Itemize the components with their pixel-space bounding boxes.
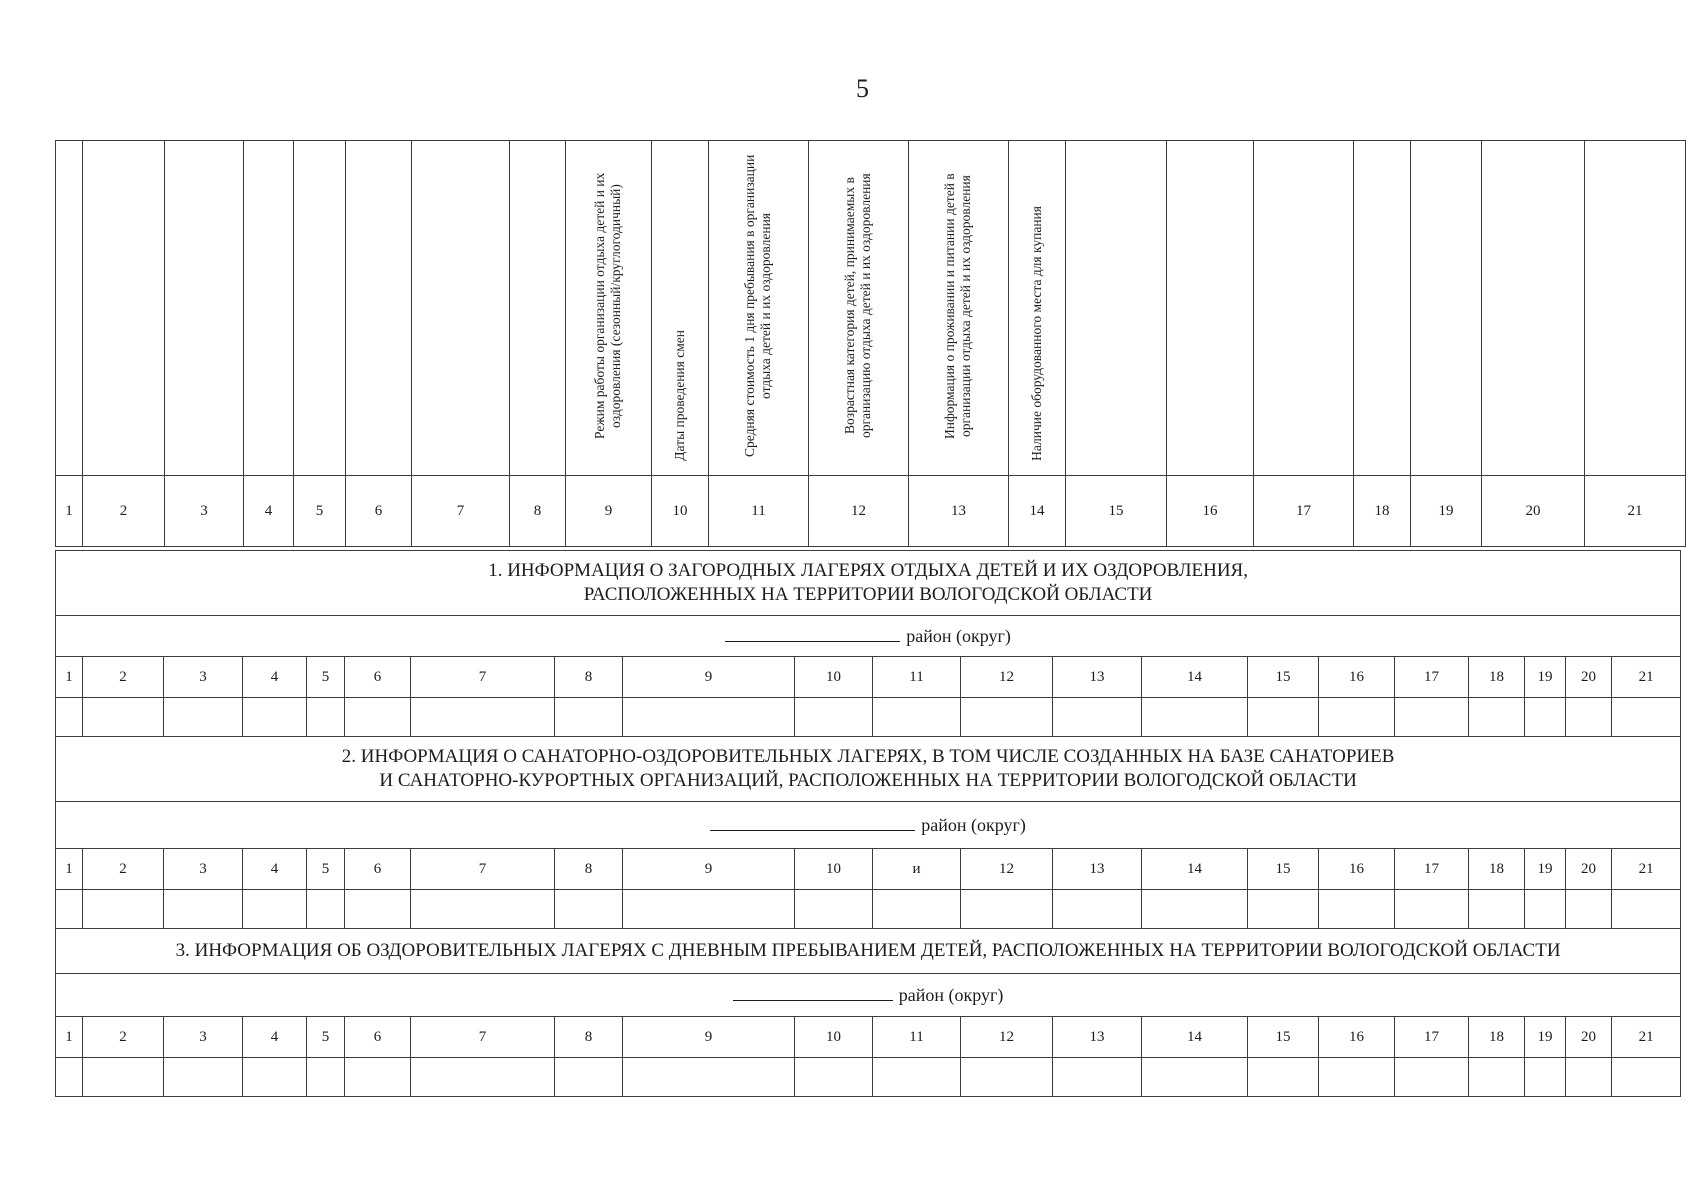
col-number: 9 — [623, 849, 795, 890]
col-number: 14 — [1142, 1017, 1248, 1058]
section-2-number-row — [56, 849, 1681, 890]
col-number: 3 — [164, 1017, 243, 1058]
col-number: 4 — [243, 849, 307, 890]
header-cell-10 — [652, 141, 709, 476]
col-number: 3 — [164, 849, 243, 890]
header-cell-9 — [566, 141, 652, 476]
col-number: 8 — [555, 657, 623, 698]
section-2-title — [56, 737, 1681, 802]
col-number: 21 — [1612, 1017, 1681, 1058]
data-cell[interactable] — [1525, 698, 1566, 737]
data-cell[interactable] — [1395, 1058, 1469, 1097]
data-cell[interactable] — [1248, 890, 1319, 929]
data-cell[interactable] — [56, 698, 83, 737]
data-cell[interactable] — [1566, 1058, 1612, 1097]
col-number: 12 — [809, 476, 909, 547]
district-label: район (округ) — [906, 625, 1011, 646]
col-number: 14 — [1142, 657, 1248, 698]
section-1-title — [56, 551, 1681, 616]
data-cell[interactable] — [56, 1058, 83, 1097]
col-number: 19 — [1525, 849, 1566, 890]
data-cell[interactable] — [873, 890, 961, 929]
data-cell[interactable] — [83, 890, 164, 929]
col-number: 5 — [294, 476, 346, 547]
data-cell[interactable] — [56, 890, 83, 929]
data-cell[interactable] — [1319, 698, 1395, 737]
col-number: 20 — [1566, 657, 1612, 698]
col-number: 7 — [411, 657, 555, 698]
header-cell-12 — [809, 141, 909, 476]
col-number: и — [873, 849, 961, 890]
data-cell[interactable] — [345, 698, 411, 737]
col-number: 8 — [555, 1017, 623, 1058]
data-cell[interactable] — [1053, 890, 1142, 929]
data-cell[interactable] — [795, 1058, 873, 1097]
section-1-number-row — [56, 657, 1681, 698]
section-2-data-row — [56, 890, 1681, 929]
page-number: 5 — [856, 74, 869, 103]
data-cell[interactable] — [1142, 1058, 1248, 1097]
section-2-title-line1: 2. ИНФОРМАЦИЯ О САНАТОРНО-ОЗДОРОВИТЕЛЬНЫХ ЛАГЕРЯХ, В ТОМ ЧИСЛЕ СОЗДАННЫХ НА БАЗЕ САНАТОРИЕВ — [341, 746, 1395, 768]
data-cell[interactable] — [1395, 698, 1469, 737]
data-cell[interactable] — [1142, 890, 1248, 929]
col-number: 14 — [1009, 476, 1066, 547]
col-number: 6 — [345, 849, 411, 890]
data-cell[interactable] — [1525, 890, 1566, 929]
district-blank-line[interactable] — [733, 999, 893, 1001]
section-3-number-row — [56, 1017, 1681, 1058]
data-cell[interactable] — [555, 1058, 623, 1097]
data-cell[interactable] — [1612, 698, 1681, 737]
district-blank-line[interactable] — [725, 640, 900, 642]
data-cell[interactable] — [411, 1058, 555, 1097]
header-cell-11 — [709, 141, 809, 476]
col-number: 10 — [795, 849, 873, 890]
data-cell[interactable] — [83, 1058, 164, 1097]
district-label: район (округ) — [898, 984, 1004, 1005]
col-number: 21 — [1585, 476, 1686, 547]
section-1-title-line1: 1. ИНФОРМАЦИЯ О ЗАГОРОДНЫХ ЛАГЕРЯХ ОТДЫХА ДЕТЕЙ И ИХ ОЗДОРОВЛЕНИЯ, — [488, 560, 1248, 582]
data-cell[interactable] — [307, 890, 345, 929]
col-number: 16 — [1319, 1017, 1395, 1058]
data-cell[interactable] — [555, 698, 623, 737]
col-number: 20 — [1566, 1017, 1612, 1058]
data-cell[interactable] — [1525, 1058, 1566, 1097]
district-label: район (округ) — [921, 814, 1026, 835]
data-cell[interactable] — [961, 1058, 1053, 1097]
col-number: 11 — [709, 476, 809, 547]
col-number: 4 — [244, 476, 294, 547]
data-cell[interactable] — [345, 1058, 411, 1097]
col-number: 3 — [164, 657, 243, 698]
col-number: 13 — [1053, 1017, 1142, 1058]
section-3-district-row — [56, 974, 1681, 1017]
col-number: 17 — [1395, 657, 1469, 698]
data-cell[interactable] — [623, 698, 795, 737]
col-number: 2 — [83, 849, 164, 890]
section-2-title-line2: И САНАТОРНО-КУРОРТНЫХ ОРГАНИЗАЦИЙ, РАСПОЛОЖЕННЫХ НА ТЕРРИТОРИИ ВОЛОГОДСКОЙ ОБЛАСТИ — [379, 770, 1357, 791]
col-number: 21 — [1612, 849, 1681, 890]
data-cell[interactable] — [411, 890, 555, 929]
col-number: 17 — [1254, 476, 1354, 547]
col-number: 18 — [1469, 657, 1525, 698]
col-number: 9 — [623, 657, 795, 698]
data-cell[interactable] — [873, 1058, 961, 1097]
col-number: 16 — [1319, 657, 1395, 698]
col-number: 4 — [243, 657, 307, 698]
data-cell[interactable] — [623, 1058, 795, 1097]
data-cell[interactable] — [164, 698, 243, 737]
data-cell[interactable] — [411, 698, 555, 737]
col-number: 3 — [165, 476, 244, 547]
col-number: 16 — [1319, 849, 1395, 890]
col-number: 16 — [1167, 476, 1254, 547]
col-number: 17 — [1395, 849, 1469, 890]
data-cell[interactable] — [164, 890, 243, 929]
data-cell[interactable] — [1469, 698, 1525, 737]
data-cell[interactable] — [1612, 890, 1681, 929]
data-cell[interactable] — [1469, 890, 1525, 929]
header-title-row — [56, 141, 1686, 476]
col-number: 5 — [307, 1017, 345, 1058]
data-cell[interactable] — [345, 890, 411, 929]
col-number: 14 — [1142, 849, 1248, 890]
col-number: 13 — [909, 476, 1009, 547]
section-1-data-row — [56, 698, 1681, 737]
header-cell-13 — [909, 141, 1009, 476]
col-number: 8 — [555, 849, 623, 890]
col-number: 18 — [1469, 1017, 1525, 1058]
col-number: 1 — [56, 657, 83, 698]
data-cell[interactable] — [1612, 1058, 1681, 1097]
col-number: 12 — [961, 849, 1053, 890]
header-table — [55, 140, 1686, 547]
col-number: 19 — [1411, 476, 1482, 547]
data-cell[interactable] — [1319, 890, 1395, 929]
col-number: 17 — [1395, 1017, 1469, 1058]
col-number: 21 — [1612, 657, 1681, 698]
header-title-11: Средняя стоимость 1 дня пребывания в организации отдыха детей и их оздоровления — [742, 154, 774, 458]
col-number: 6 — [345, 657, 411, 698]
data-cell[interactable] — [961, 890, 1053, 929]
col-number: 8 — [510, 476, 566, 547]
section-2-district-row — [56, 802, 1681, 849]
data-cell[interactable] — [623, 890, 795, 929]
col-number: 15 — [1066, 476, 1167, 547]
data-cell[interactable] — [795, 698, 873, 737]
col-number: 7 — [411, 849, 555, 890]
col-number: 1 — [56, 849, 83, 890]
data-cell[interactable] — [961, 698, 1053, 737]
col-number: 11 — [873, 657, 961, 698]
header-title-9: Режим работы организации отдыха детей и их оздоровления (сезонный/круглогодичный) — [592, 172, 624, 440]
col-number: 5 — [307, 849, 345, 890]
col-number: 2 — [83, 657, 164, 698]
data-cell[interactable] — [555, 890, 623, 929]
col-number: 10 — [795, 657, 873, 698]
data-cell[interactable] — [1319, 1058, 1395, 1097]
data-cell[interactable] — [1469, 1058, 1525, 1097]
data-cell[interactable] — [83, 698, 164, 737]
data-cell[interactable] — [1053, 698, 1142, 737]
header-title-13: Информация о проживании и питании детей в организации отдыха детей и их оздоровления — [942, 173, 974, 439]
data-cell[interactable] — [795, 890, 873, 929]
col-number: 2 — [83, 1017, 164, 1058]
col-number: 7 — [411, 1017, 555, 1058]
col-number: 12 — [961, 1017, 1053, 1058]
col-number: 19 — [1525, 657, 1566, 698]
section-3-title — [56, 929, 1681, 974]
data-cell[interactable] — [1248, 1058, 1319, 1097]
data-cell[interactable] — [164, 1058, 243, 1097]
col-number: 10 — [795, 1017, 873, 1058]
col-number: 20 — [1482, 476, 1585, 547]
section-1-title-line2: РАСПОЛОЖЕННЫХ НА ТЕРРИТОРИИ ВОЛОГОДСКОЙ ОБЛАСТИ — [583, 584, 1153, 605]
col-number: 15 — [1248, 1017, 1319, 1058]
col-number: 6 — [346, 476, 412, 547]
section-3-data-row — [56, 1058, 1681, 1097]
col-number: 4 — [243, 1017, 307, 1058]
data-cell[interactable] — [1053, 1058, 1142, 1097]
data-cell[interactable] — [243, 698, 307, 737]
col-number: 2 — [83, 476, 165, 547]
data-cell[interactable] — [1248, 698, 1319, 737]
header-cell-14 — [1009, 141, 1066, 476]
header-title-14: Наличие оборудованного места для купания — [1028, 206, 1044, 461]
data-cell[interactable] — [873, 698, 961, 737]
section-3-title-line1: 3. ИНФОРМАЦИЯ ОБ ОЗДОРОВИТЕЛЬНЫХ ЛАГЕРЯХ С ДНЕВНЫМ ПРЕБЫВАНИЕМ ДЕТЕЙ, РАСПОЛОЖЕННЫХ НА ТЕРРИТОРИИ ВОЛОГОДСКОЙ ОБЛАСТИ — [175, 940, 1561, 962]
data-cell[interactable] — [243, 1058, 307, 1097]
col-number: 15 — [1248, 657, 1319, 698]
col-number: 11 — [873, 1017, 961, 1058]
col-number: 19 — [1525, 1017, 1566, 1058]
header-title-10: Даты проведения смен — [671, 330, 687, 461]
col-number: 15 — [1248, 849, 1319, 890]
col-number: 7 — [412, 476, 510, 547]
col-number: 1 — [56, 476, 83, 547]
col-number: 20 — [1566, 849, 1612, 890]
header-title-12: Возрастная категория детей, принимаемых в организацию отдыха детей и их оздоровления — [842, 173, 874, 439]
data-cell[interactable] — [1395, 890, 1469, 929]
col-number: 6 — [345, 1017, 411, 1058]
col-number: 18 — [1354, 476, 1411, 547]
col-number: 18 — [1469, 849, 1525, 890]
data-cell[interactable] — [1142, 698, 1248, 737]
district-blank-line[interactable] — [710, 829, 915, 831]
col-number: 5 — [307, 657, 345, 698]
data-cell[interactable] — [307, 698, 345, 737]
data-cell[interactable] — [307, 1058, 345, 1097]
col-number: 9 — [623, 1017, 795, 1058]
sections-table — [55, 550, 1681, 1097]
data-cell[interactable] — [243, 890, 307, 929]
col-number: 10 — [652, 476, 709, 547]
data-cell[interactable] — [1566, 890, 1612, 929]
col-number: 12 — [961, 657, 1053, 698]
section-1-district-row — [56, 616, 1681, 657]
col-number: 9 — [566, 476, 652, 547]
col-number: 13 — [1053, 849, 1142, 890]
data-cell[interactable] — [1566, 698, 1612, 737]
header-number-row — [56, 476, 1686, 547]
col-number: 13 — [1053, 657, 1142, 698]
col-number: 1 — [56, 1017, 83, 1058]
